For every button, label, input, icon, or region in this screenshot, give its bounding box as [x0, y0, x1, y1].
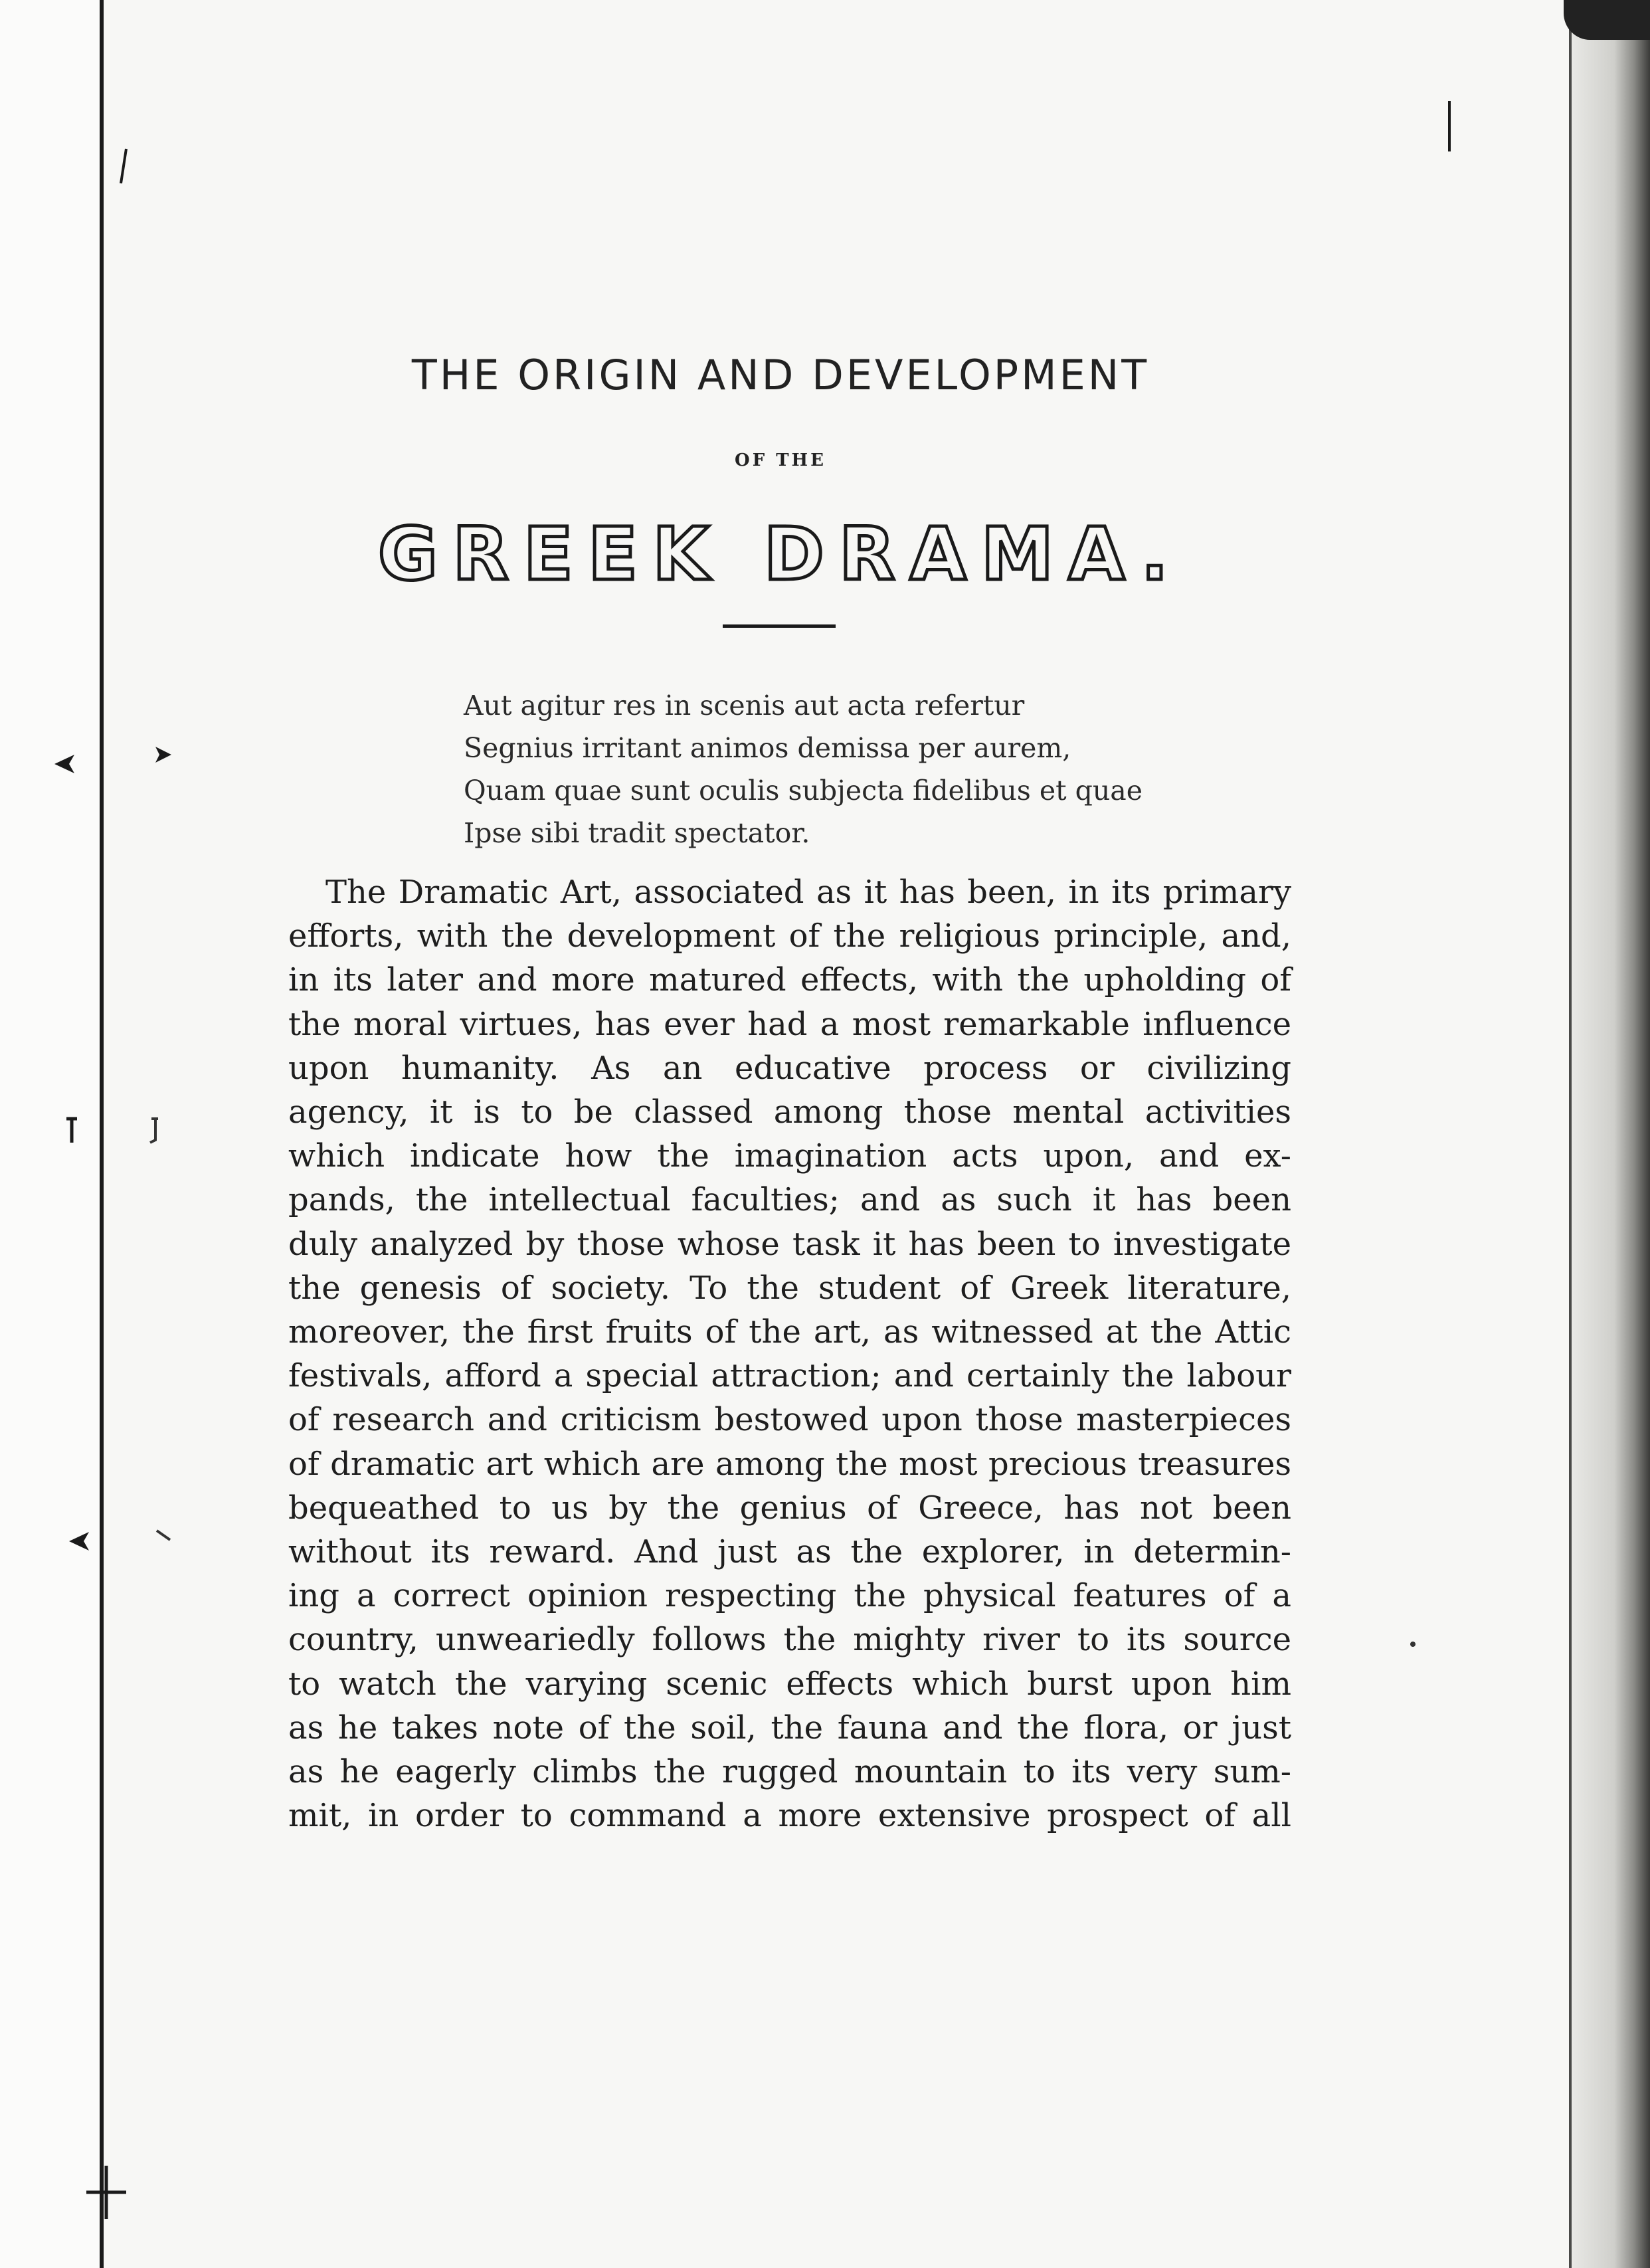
body-line: pands, the intellectual faculties; and as such it has been	[288, 1181, 1291, 1219]
body-line: country, unweariedly follows the mighty river to its source	[288, 1621, 1291, 1659]
title-line-1: THE ORIGIN AND DEVELOPMENT	[411, 351, 1150, 399]
body-line: the moral virtues, has ever had a most remarkable influence	[288, 1005, 1291, 1043]
body-line: festivals, afford a special attraction; and certainly the labour	[288, 1357, 1291, 1395]
margin-mark-arrow	[66, 1528, 93, 1555]
margin-mark-cross	[86, 2166, 126, 2219]
body-line: as he takes note of the soil, the fauna and the flora, or just	[288, 1709, 1291, 1747]
page-edge-line	[1569, 0, 1572, 2268]
margin-mark-dot	[1410, 1641, 1416, 1648]
title-line-2: OF THE	[735, 450, 826, 470]
page-edge-shadow	[1570, 0, 1650, 2268]
page-corner	[1564, 0, 1650, 40]
body-line: of research and criticism bestowed upon those masterpieces	[288, 1401, 1291, 1439]
body-line: which indicate how the imagination acts upon, and ex-	[288, 1137, 1291, 1175]
body-line: moreover, the first fruits of the art, as witnessed at the Attic	[288, 1313, 1291, 1351]
body-line: mit, in order to command a more extensive prospect of all	[288, 1797, 1291, 1835]
body-line: efforts, with the development of the religious principle, and,	[288, 917, 1291, 955]
body-line: to watch the varying scenic effects which burst upon him	[288, 1665, 1291, 1703]
body-line: without its reward. And just as the explorer, in determin-	[288, 1533, 1291, 1571]
gutter-margin	[0, 0, 100, 2268]
body-line: bequeathed to us by the genius of Greece, has not been	[288, 1489, 1291, 1527]
epigraph	[464, 684, 1261, 854]
body-line: ing a correct opinion respecting the physical features of a	[288, 1577, 1291, 1615]
title-divider	[723, 624, 836, 628]
binding-line	[100, 0, 104, 2268]
body-line: in its later and more matured effects, with the upholding of	[288, 961, 1291, 999]
body-line: The Dramatic Art, associated as it has been, in its primary	[325, 874, 1291, 911]
body-line: as he eagerly climbs the rugged mountain to its very sum-	[288, 1753, 1291, 1791]
epigraph-line: Quam quae sunt oculis subjecta fidelibus et quae	[464, 775, 1143, 806]
body-line: duly analyzed by those whose task it has been to investigate	[288, 1225, 1291, 1263]
margin-mark-tick	[146, 1116, 162, 1145]
title-line-3: GREEK DRAMA.	[377, 512, 1184, 597]
body-paragraph	[288, 870, 1291, 1838]
margin-mark-arrow	[52, 751, 78, 777]
epigraph-line: Ipse sibi tradit spectator.	[464, 817, 810, 849]
body-line: of dramatic art which are among the most precious treasures	[288, 1445, 1291, 1483]
epigraph-line: Aut agitur res in scenis aut acta refertur	[464, 690, 1025, 721]
margin-mark-tick	[64, 1116, 80, 1145]
body-line: the genesis of society. To the student of Greek literature,	[288, 1269, 1291, 1307]
margin-mark-tick	[117, 146, 130, 186]
epigraph-line: Segnius irritant animos demissa per aurem,	[464, 732, 1071, 764]
body-line: upon humanity. As an educative process or civilizing	[288, 1049, 1291, 1087]
margin-mark-tick	[1445, 100, 1453, 153]
margin-mark-arrow	[151, 743, 175, 767]
body-line: agency, it is to be classed among those mental activities	[288, 1093, 1291, 1131]
margin-mark-tick	[154, 1528, 174, 1548]
